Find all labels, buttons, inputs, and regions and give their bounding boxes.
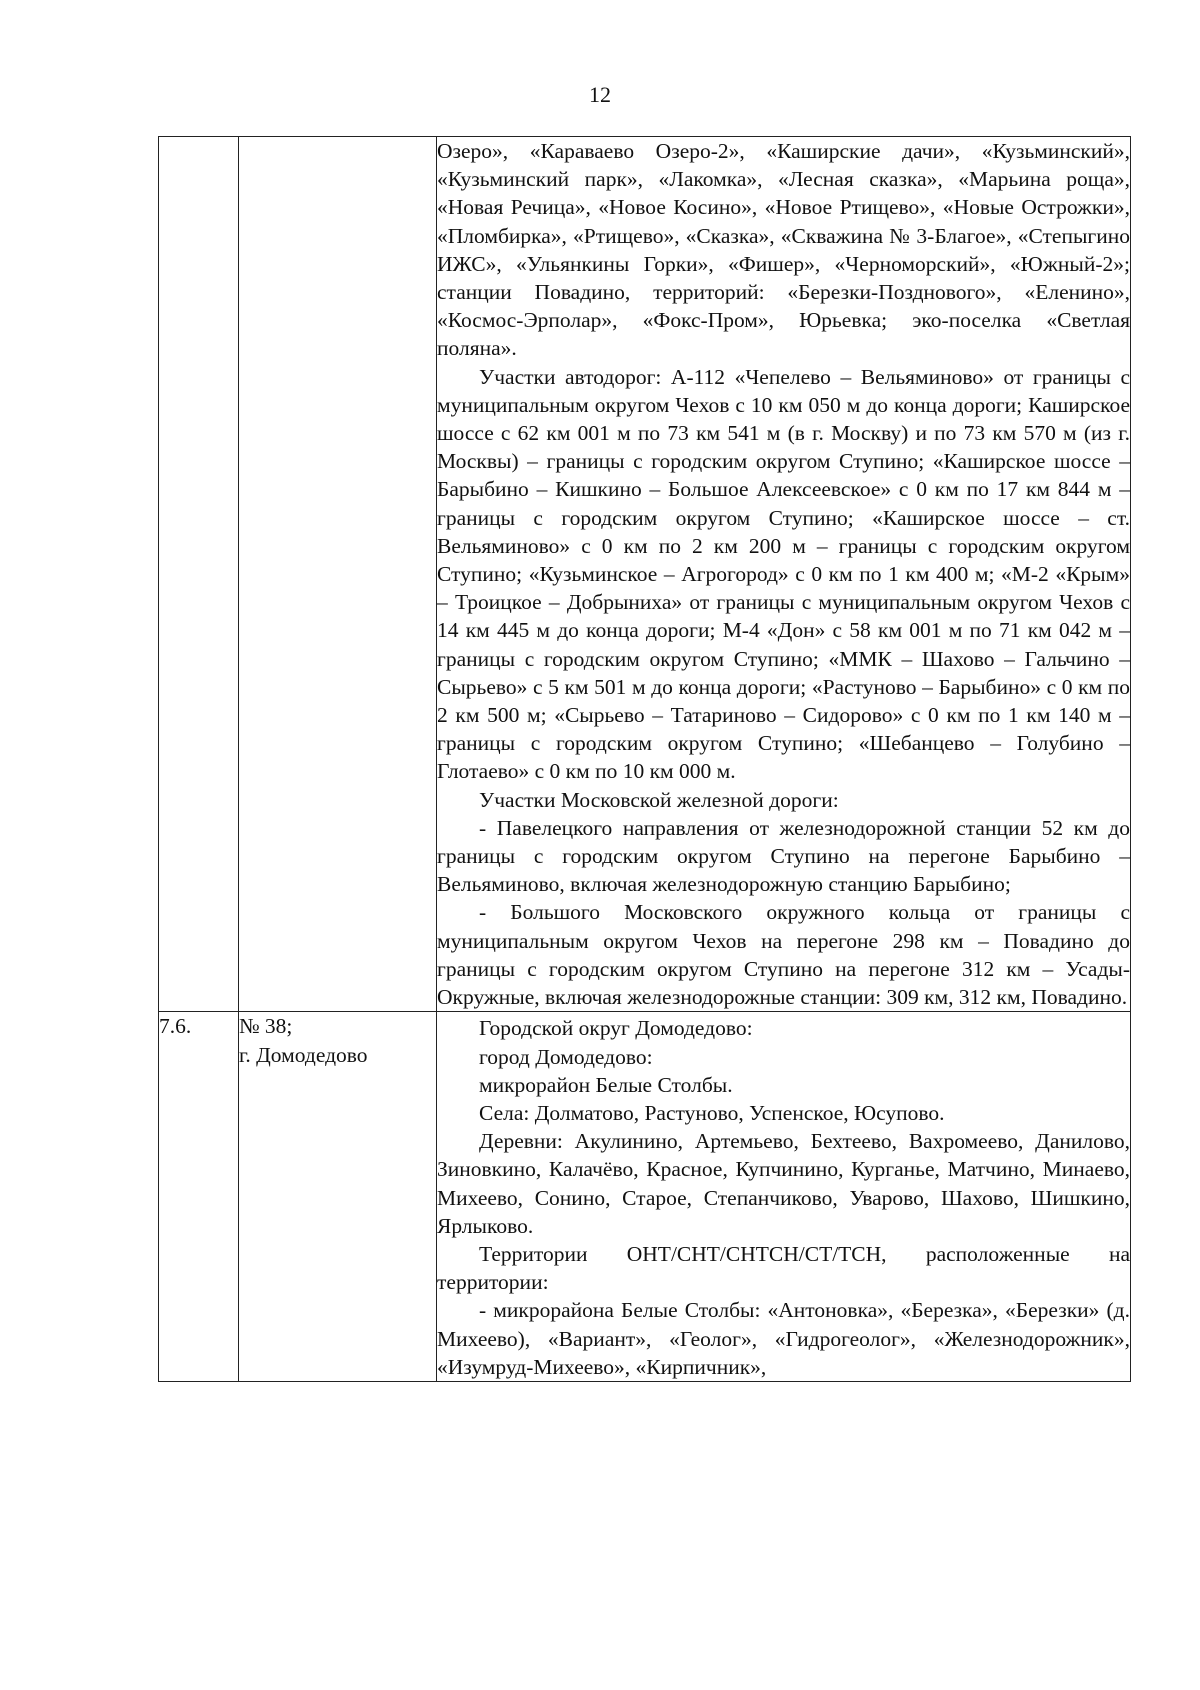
district-name-cell bbox=[239, 1012, 437, 1382]
table-row bbox=[159, 137, 1131, 1012]
paragraph: Участки Московской железной дороги: bbox=[479, 787, 839, 812]
paragraph: Участки автодорог: А-112 «Чепелево – Вельяминово» от границы с муниципальным округом Чехов с 10 км 050 м до конца дороги; Каширское шоссе с 62 км 001 м по 73 км 541 м (в г. Москву) и по 73 км 570 м (из г. Москвы) – границы с городским округом Ступино; «Каширское шоссе – Барыбино – Кишкино – Большое Алексеевское» с 0 км по 17 км 844 м – границы с городским округом Ступино; «Каширское шоссе – ст. Вельяминово» с 0 км по 2 км 200 м – границы с городским округом Ступино; «Кузьминское – Агрогород» с 0 км по 1 км 400 м; «М-2 «Крым» – Троицкое – Добрыниха» от границы с муниципальным округом Чехов с 14 км 445 м до конца дороги; М-4 «Дон» с 58 км 001 м по 71 км 042 м – границы с городским округом Ступино; «ММК – Шахово – Гальчино – Сырьево» с 5 км 501 м до конца дороги; «Растуново – Барыбино» с 0 км по 2 км 500 м; «Сырьево – Татариново – Сидорово» с 0 км по 1 км 140 м – границы с городским округом Ступино; «Шебанцево – Голубино – Глотаево» с 0 км по 10 км 000 м. bbox=[437, 364, 1130, 784]
paragraph: Территории ОНТ/СНТ/СНТСН/СТ/ТСН, расположенные на территории: bbox=[437, 1241, 1130, 1295]
table-row bbox=[159, 1012, 1131, 1382]
district-number: № 38; bbox=[239, 1014, 293, 1039]
district-description bbox=[437, 137, 1131, 1012]
row-number bbox=[159, 137, 239, 1012]
district-table bbox=[158, 136, 1131, 1382]
paragraph: Деревни: Акулинино, Артемьево, Бехтеево, Вахромеево, Данилово, Зиновкино, Калачёво, Красное, Купчинино, Курганье, Матчино, Минаево, Михеево, Сонино, Старое, Степанчиково, Уварово, Шахово, Шишкино, Ярлыково. bbox=[437, 1129, 1130, 1238]
paragraph: Села: Долматово, Растуново, Успенское, Юсупово. bbox=[479, 1100, 945, 1125]
paragraph: Городской округ Домодедово: bbox=[479, 1016, 753, 1041]
district-name-cell bbox=[239, 137, 437, 1012]
paragraph: - Павелецкого направления от железнодорожной станции 52 км до границы с городским округом Ступино на перегоне Барыбино – Вельяминово, включая железнодорожную станцию Барыбино; bbox=[437, 815, 1130, 897]
paragraph: - микрорайона Белые Столбы: «Антоновка», «Березка», «Березки» (д. Михеево), «Вариант», «Геолог», «Гидрогеолог», «Железнодорожник», «Изумруд-Михеево», «Кирпичник», bbox=[437, 1298, 1130, 1379]
district-city: г. Домодедово bbox=[239, 1042, 368, 1067]
paragraph: город Домодедово: bbox=[479, 1044, 653, 1069]
row-number: 7.6. bbox=[159, 1012, 239, 1382]
paragraph: - Большого Московского окружного кольца от границы с муниципальным округом Чехов на перегоне 298 км – Повадино до границы с городским округом Ступино на перегоне 312 км – Усады-Окружные, включая железнодорожные станции: 309 км, 312 км, Повадино. bbox=[437, 900, 1130, 1010]
district-description bbox=[437, 1012, 1131, 1382]
paragraph: Озеро», «Караваево Озеро-2», «Каширские дачи», «Кузьминский», «Кузьминский парк», «Лакомка», «Лесная сказка», «Марьина роща», «Новая Речица», «Новое Косино», «Новое Ртищево», «Новые Острожки», «Пломбирка», «Ртищево», «Сказка», «Скважина № 3-Благое», «Степыгино ИЖС», «Ульянкины Горки», «Фишер», «Черноморский», «Южный-2»; станции Повадино, территорий: «Березки-Позднового», «Еленино», «Космос-Эрполар», «Фокс-Пром», Юрьевка; эко-поселка «Светлая поляна». bbox=[437, 139, 1130, 361]
page-number: 12 bbox=[589, 82, 611, 107]
paragraph: микрорайон Белые Столбы. bbox=[479, 1072, 733, 1097]
